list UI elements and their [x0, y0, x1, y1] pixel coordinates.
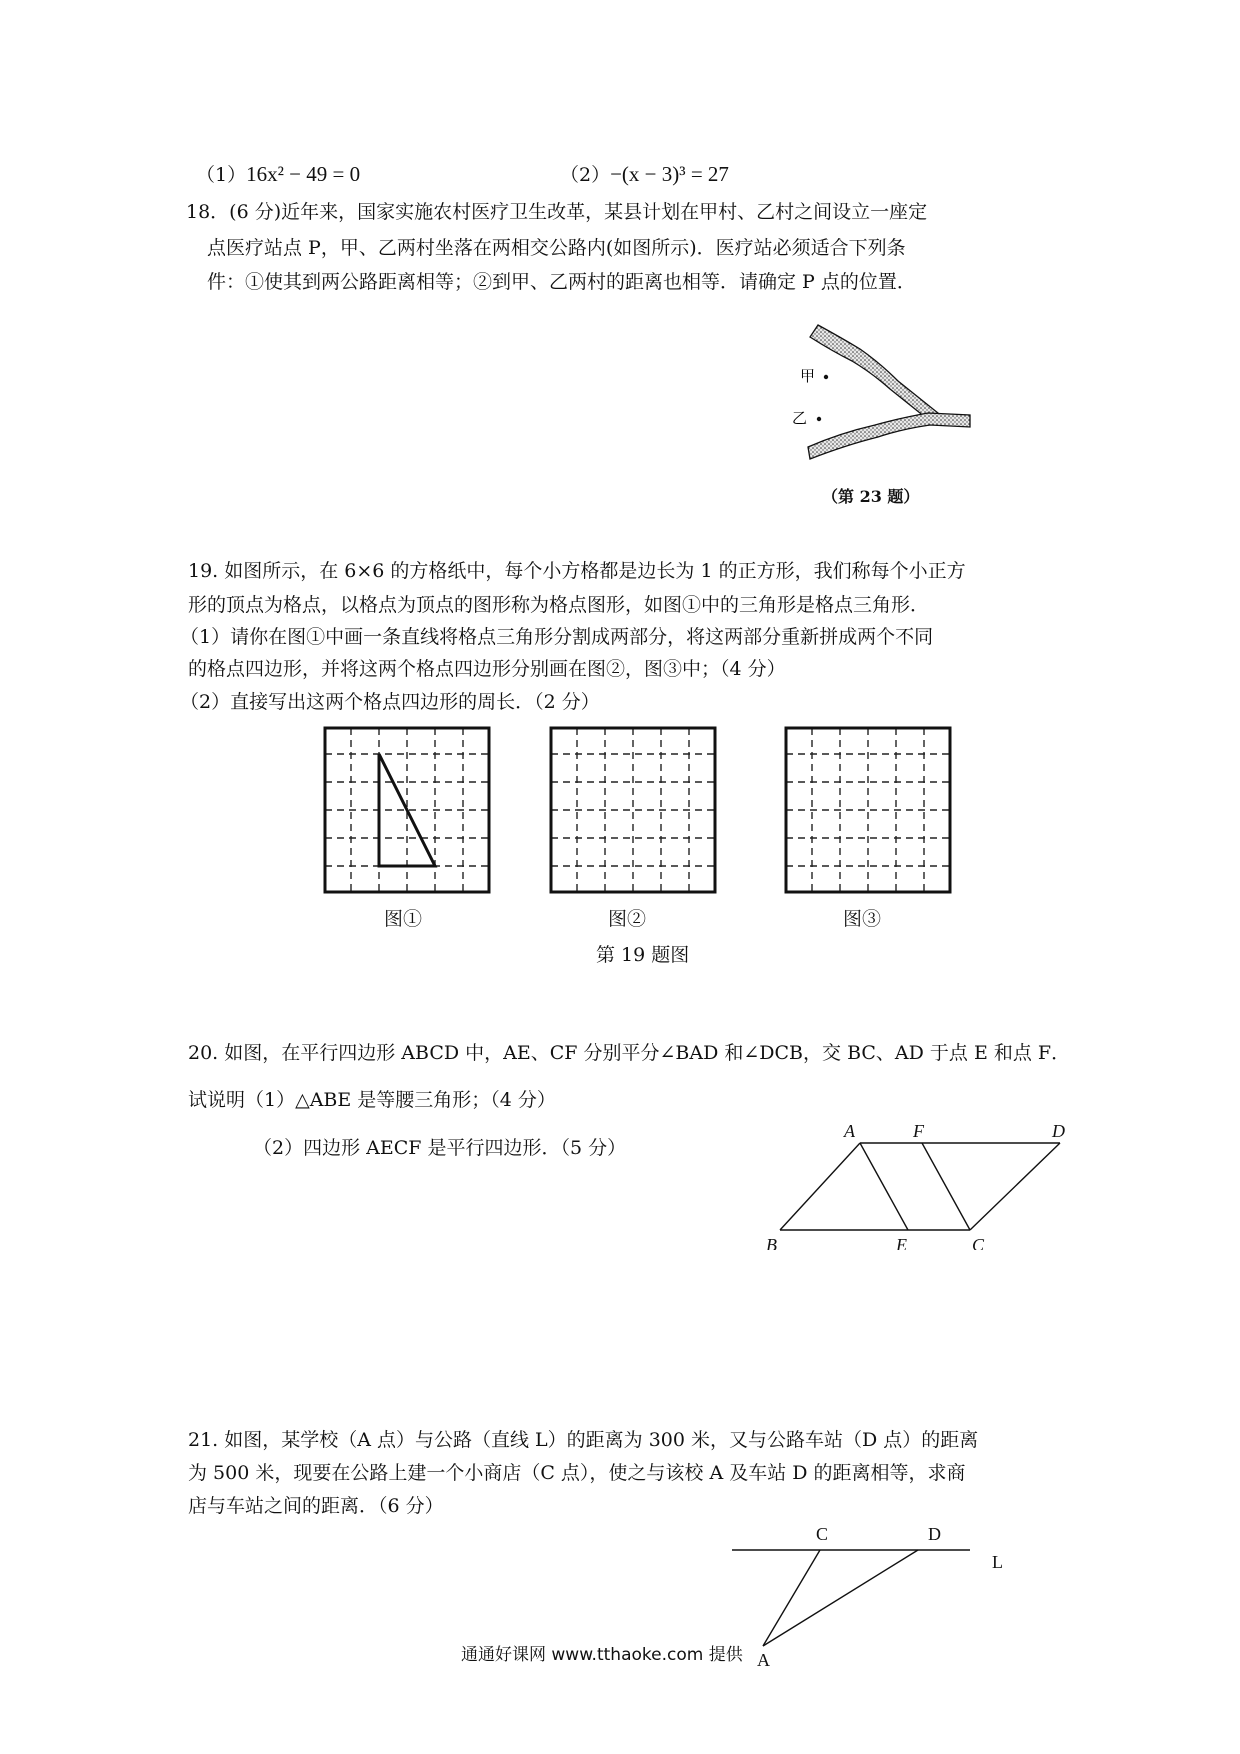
q18-village-yi-dot [817, 417, 821, 421]
q17-part2 [560, 160, 729, 189]
q18-line-3: 件：①使其到两公路距离相等；②到甲、乙两村的距离也相等．请确定 P 点的位置． [207, 271, 916, 293]
q21-line-l: L [992, 1552, 1003, 1572]
q18-road-upper [810, 325, 938, 421]
q20-point-f: F [913, 1121, 924, 1141]
q19-line-3: （1）请你在图①中画一条直线将格点三角形分割成两部分，将这两部分重新拼成两个不同 [180, 626, 934, 648]
q19-line-2: 形的顶点为格点，以格点为顶点的图形称为格点图形，如图①中的三角形是格点三角形． [188, 594, 930, 616]
q18-village-yi: 乙 [792, 411, 808, 427]
q19-line-1: 19. 如图所示，在 6×6 的方格纸中，每个小方格都是边长为 1 的正方形，我们称每个小正方 [188, 560, 966, 582]
q19-grid-3-label: 图③ [843, 908, 882, 930]
q21-line-1: 21. 如图，某学校（A 点）与公路（直线 L）的距离为 300 米，又与公路车站（D 点）的距离 [188, 1429, 979, 1451]
q20-point-e: E [896, 1235, 907, 1250]
q18-line-1: 18．(6 分)近年来，国家实施农村医疗卫生改革，某县计划在甲村、乙村之间设立一座定 [186, 201, 928, 223]
q21-line-2: 为 500 米，现要在公路上建一个小商店（C 点），使之与该校 A 及车站 D 的距离相等，求商 [188, 1462, 966, 1484]
q19-grid-2-label: 图② [608, 908, 647, 930]
q18-village-jia: 甲 [800, 369, 816, 385]
q17-part2-expr: −(x − 3)³ = 27 [610, 162, 729, 186]
q20-line-1: 20. 如图，在平行四边形 ABCD 中，AE、CF 分别平分∠BAD 和∠DCB，交 BC、AD 于点 E 和点 F． [188, 1042, 1071, 1064]
q19-line-5: （2）直接写出这两个格点四边形的周长．（2 分） [180, 691, 600, 713]
q19-line-4: 的格点四边形，并将这两个格点四边形分别画在图②，图③中；（4 分） [188, 658, 786, 680]
q17-part1-expr: 16x² − 49 = 0 [246, 162, 361, 186]
q21-point-d: D [928, 1524, 941, 1544]
q21-point-c: C [816, 1524, 829, 1544]
q18-line-2: 点医疗站点 P，甲、乙两村坐落在两相交公路内(如图所示)．医疗站必须适合下列条 [207, 237, 906, 259]
q20-point-c: C [972, 1235, 985, 1250]
q18-road-lower [808, 413, 970, 459]
q19-grid-2 [549, 726, 717, 894]
q20-parallelogram-figure [760, 1115, 1080, 1250]
q17-part1-label: （1） [196, 164, 247, 186]
q19-fig-caption: 第 19 题图 [596, 944, 690, 966]
q18-fig-caption: （第 23 题） [822, 487, 920, 506]
q20-line-2: 试说明（1）△ABE 是等腰三角形；（4 分） [188, 1089, 556, 1111]
q17-part1 [196, 160, 360, 189]
q21-point-a: A [757, 1650, 770, 1668]
q20-point-b: B [766, 1235, 777, 1250]
q19-grid-1-label: 图① [384, 908, 423, 930]
q18-village-jia-dot [824, 375, 828, 379]
q19-grid-1 [323, 726, 491, 894]
page-footer: 通通好课网 www.tthaoke.com 提供 [461, 1645, 743, 1665]
q17-part2-label: （2） [560, 164, 611, 186]
q20-point-a: A [844, 1121, 855, 1141]
q21-line-3: 店与车站之间的距离．（6 分） [188, 1495, 444, 1517]
q20-line-3: （2）四边形 AECF 是平行四边形．（5 分） [253, 1137, 627, 1159]
q21-road-figure [730, 1518, 1020, 1668]
q19-grid-3 [784, 726, 952, 894]
q20-point-d: D [1052, 1121, 1065, 1141]
